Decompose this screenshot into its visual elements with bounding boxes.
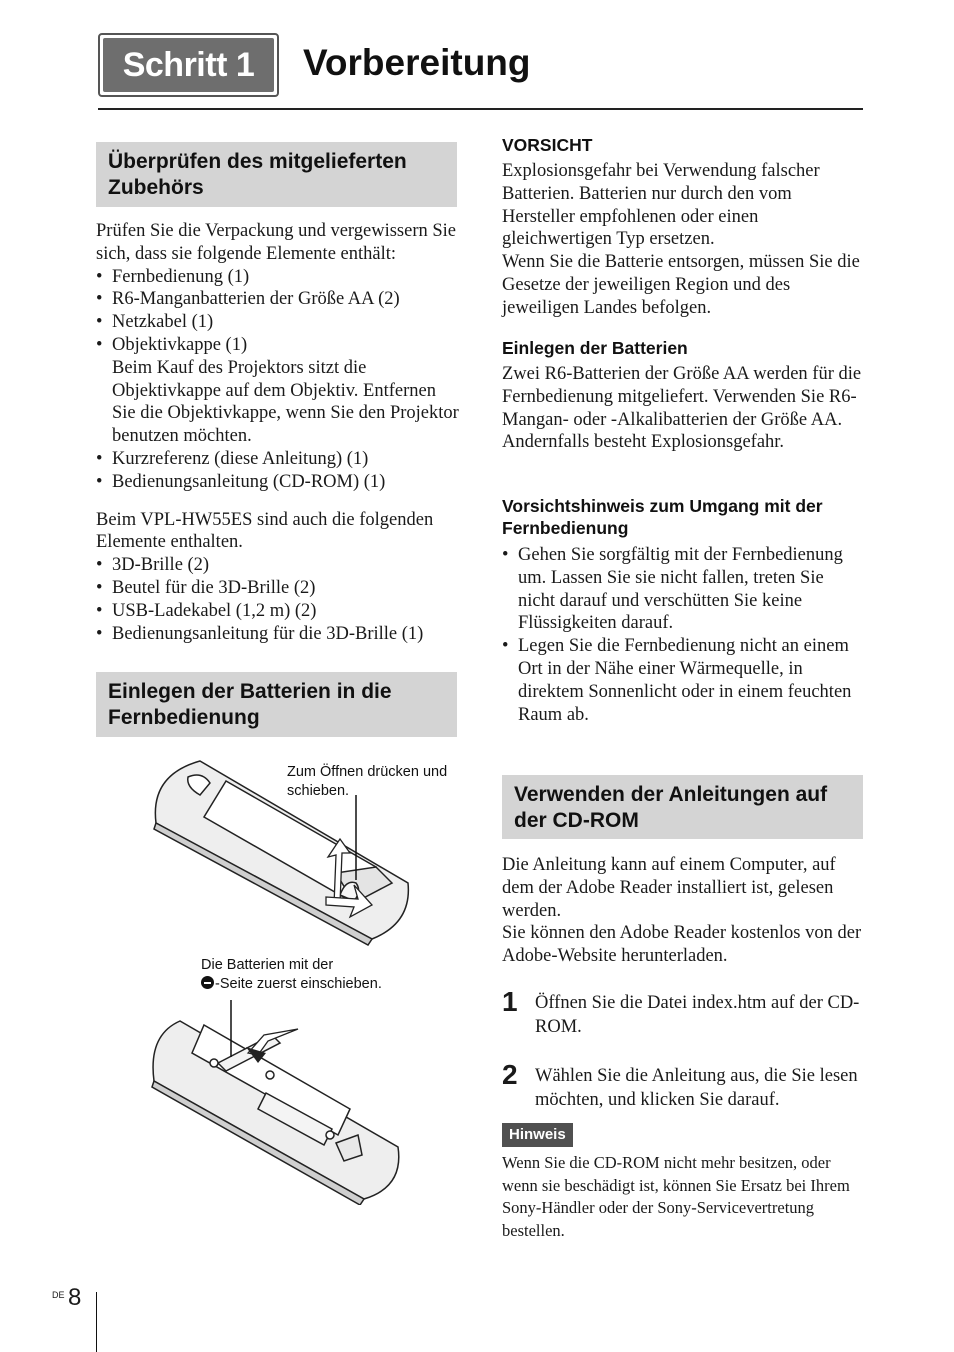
list-item: • USB-Ladekabel (1,2 m) (2) <box>96 600 461 623</box>
caution-text-2: Wenn Sie die Batterie entsorgen, müssen Sie die Gesetze der jeweiligen Region und des jeweiligen Landes befolgen. <box>502 252 860 318</box>
caption-open: Zum Öffnen drücken und schieben. <box>287 764 448 799</box>
list-item: • R6-Manganbatterien der Größe AA (2) <box>96 288 461 311</box>
caption-insert-b: -Seite zuerst einschieben. <box>215 976 382 992</box>
list-item: • Gehen Sie sorgfältig mit der Fernbedienung um. Lassen Sie sie nicht fallen, treten Sie nicht darauf und verschütten Sie keine Flüssigkeiten darauf. <box>502 544 864 635</box>
remote-handling-title: Vorsichtshinweis zum Umgang mit der Fernbedienung <box>502 496 823 538</box>
hinweis-label: Hinweis <box>502 1123 573 1147</box>
accessories-list-2 <box>96 554 461 645</box>
section-batteries-title: Einlegen der Batterien in die Fernbedienung <box>96 672 457 737</box>
list-item: • Bedienungsanleitung (CD-ROM) (1) <box>96 471 461 494</box>
cdrom-text-2: Sie können den Adobe Reader kostenlos von der Adobe-Website herunterladen. <box>502 923 862 967</box>
list-item: • Bedienungsanleitung für die 3D-Brille (1) <box>96 623 461 646</box>
caption-insert-a: Die Batterien mit der <box>201 957 334 973</box>
remote-handling-block <box>502 544 864 726</box>
accessories-block <box>96 220 461 645</box>
section-accessories-title: Überprüfen des mitgelieferten Zubehörs <box>96 142 457 207</box>
list-item: • Legen Sie die Fernbedienung nicht an einem Ort in der Nähe einer Wärmequelle, in direktem Sonnenlicht oder in einem feuchten Raum ab. <box>502 635 864 726</box>
footer-lang: DE <box>52 1290 65 1300</box>
step-text: Wählen Sie die Anleitung aus, die Sie lesen möchten, und klicken Sie darauf. <box>535 1066 858 1110</box>
caution-block <box>502 160 864 320</box>
step-badge <box>98 33 279 97</box>
cdrom-text: Die Anleitung kann auf einem Computer, auf dem der Adobe Reader installiert ist, gelesen werden. <box>502 855 836 921</box>
batteries-subtitle: Einlegen der Batterien <box>502 338 688 358</box>
title-rule <box>98 108 863 110</box>
list-item: • Objektivkappe (1) Beim Kauf des Projektors sitzt die Objektivkappe auf dem Objektiv. Entfernen Sie die Objektivkappe, wenn Sie den Projektor benutzen möchten. <box>96 334 461 448</box>
remote-battery-illustration <box>140 995 450 1205</box>
list-item: • Fernbedienung (1) <box>96 266 461 289</box>
footer-rule <box>96 1292 97 1352</box>
step-number: 2 <box>502 1059 518 1090</box>
accessories-list <box>96 266 461 494</box>
step-badge-label: Schritt 1 <box>103 38 274 92</box>
cdrom-block <box>502 854 864 968</box>
accessories-intro-2: Beim VPL-HW55ES sind auch die folgenden Elemente enthalten. <box>96 509 434 553</box>
accessories-intro: Prüfen Sie die Verpackung und vergewissern Sie sich, dass sie folgende Elemente enthält: <box>96 221 456 264</box>
minus-icon <box>201 976 214 989</box>
step-number: 1 <box>502 986 518 1017</box>
page-title: Vorbereitung <box>303 42 531 83</box>
caption-insert <box>201 956 457 994</box>
section-cdrom-title: Verwenden der Anleitungen auf der CD-ROM <box>502 775 863 839</box>
caution-text: Explosionsgefahr bei Verwendung falscher Batterien. Batterien nur durch den vom Hersteller empfohlenen oder einen gleichwertigen Typ ersetzen. <box>502 161 820 250</box>
hinweis-text: Wenn Sie die CD-ROM nicht mehr besitzen, oder wenn sie beschädigt ist, können Sie Ersatz bei Ihrem Sony-Händler oder der Sony-Servicevertretung bestellen. <box>502 1153 850 1240</box>
step-2 <box>502 1059 864 1112</box>
caution-title: VORSICHT <box>502 135 593 155</box>
list-item: • 3D-Brille (2) <box>96 554 461 577</box>
page-number: 8 <box>68 1284 82 1311</box>
list-item: • Netzkabel (1) <box>96 311 461 334</box>
remote-handling-list <box>502 544 864 726</box>
batteries-paragraph: Zwei R6-Batterien der Größe AA werden für die Fernbedienung mitgeliefert. Verwenden Sie R6-Mangan- oder -Alkalibatterien der Größe AA. Andernfalls besteht Explosionsgefahr. <box>502 364 862 453</box>
step-1 <box>502 986 864 1039</box>
list-item: • Beutel für die 3D-Brille (2) <box>96 577 461 600</box>
step-text: Öffnen Sie die Datei index.htm auf der CD-ROM. <box>535 993 860 1037</box>
list-item: • Kurzreferenz (diese Anleitung) (1) <box>96 448 461 471</box>
batteries-text <box>502 363 864 454</box>
